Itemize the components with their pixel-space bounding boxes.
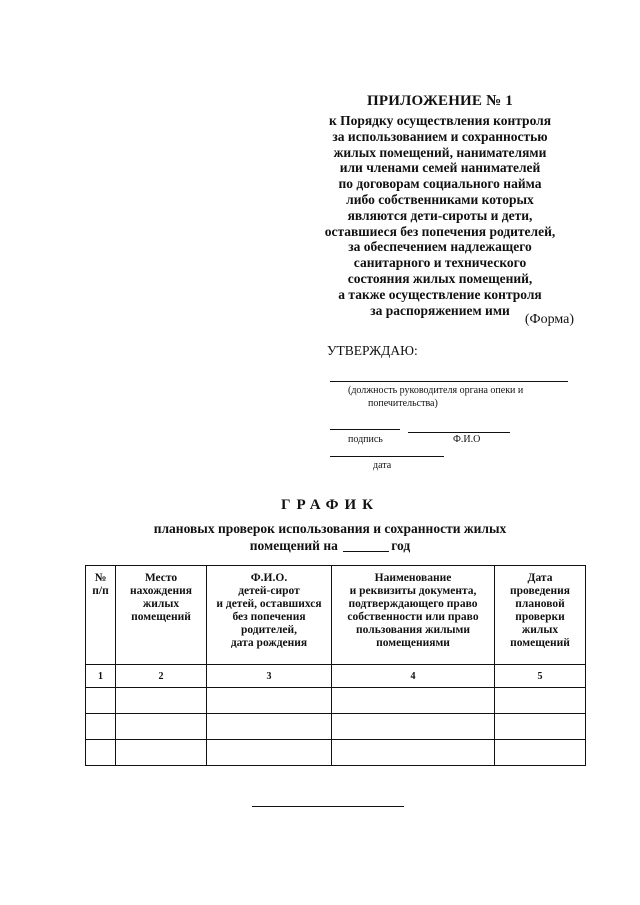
column-header: Наименование и реквизиты документа, подтверждающего право собственности или право пользования жилыми помещениями	[332, 566, 495, 665]
schedule-subtitle: плановых проверок использования и сохранности жилых	[153, 521, 507, 536]
appendix-line: либо собственниками которых	[346, 191, 534, 207]
appendix-line: состояния жилых помещений,	[347, 270, 533, 286]
table-header-row	[86, 566, 586, 665]
appendix-line: к Порядку осуществления контроля	[328, 113, 552, 128]
appendix-line: по договорам социального найма	[338, 176, 542, 192]
table-cell	[495, 740, 586, 766]
table-cell	[116, 688, 207, 714]
date-line	[330, 456, 444, 457]
table-cell	[207, 688, 332, 714]
table-cell	[495, 714, 586, 740]
year-prefix: помещений на	[249, 538, 338, 553]
signature-caption: подпись	[348, 434, 383, 445]
table-cell	[207, 740, 332, 766]
table-row	[86, 714, 586, 740]
appendix-line: жилых помещений, нанимателями	[333, 144, 547, 160]
schedule-heading	[90, 497, 570, 554]
appendix-line: оставшиеся без попечения родителей,	[324, 223, 556, 239]
position-caption: (должность руководителя органа опеки и	[348, 385, 524, 396]
table-row	[86, 740, 586, 766]
table-cell	[332, 740, 495, 766]
column-number-row	[86, 665, 586, 688]
appendix-line: за распоряжением ими	[370, 302, 510, 318]
year-suffix: год	[391, 538, 411, 553]
column-number: 3	[207, 665, 332, 688]
column-header: № п/п	[86, 566, 116, 665]
year-blank	[343, 538, 389, 552]
name-caption: Ф.И.О	[453, 434, 481, 445]
column-number: 1	[86, 665, 116, 688]
appendix-line: санитарного и технического	[353, 255, 527, 271]
table-cell	[86, 740, 116, 766]
column-number: 2	[116, 665, 207, 688]
appendix-line: за использованием и сохранностью	[332, 128, 548, 144]
column-number: 5	[495, 665, 586, 688]
appendix-title: ПРИЛОЖЕНИЕ № 1	[366, 93, 514, 109]
table-cell	[116, 740, 207, 766]
schedule-title: ГРАФИК	[280, 497, 380, 513]
table-cell	[332, 714, 495, 740]
column-header: Место нахождения жилых помещений	[116, 566, 207, 665]
appendix-block	[300, 93, 580, 318]
table-cell	[207, 714, 332, 740]
position-line	[330, 381, 568, 382]
appendix-line: за обеспечением надлежащего	[348, 239, 532, 255]
position-caption: попечительства)	[368, 398, 438, 409]
signature-line	[330, 429, 400, 430]
column-header: Дата проведения плановой проверки жилых помещений	[495, 566, 586, 665]
form-label: (Форма)	[524, 312, 574, 327]
table-row	[86, 688, 586, 714]
table-cell	[495, 688, 586, 714]
appendix-line: являются дети-сироты и дети,	[347, 207, 533, 223]
table-cell	[116, 714, 207, 740]
schedule-table	[85, 565, 586, 766]
appendix-line: а также осуществление контроля	[338, 286, 542, 302]
table-cell	[86, 688, 116, 714]
table-cell	[86, 714, 116, 740]
appendix-line: или членами семей нанимателей	[339, 160, 541, 176]
column-number: 4	[332, 665, 495, 688]
schedule-subtitle-year	[90, 537, 570, 554]
approval-label: УТВЕРЖДАЮ:	[327, 343, 418, 358]
table-cell	[332, 688, 495, 714]
closing-line	[252, 806, 404, 807]
name-line	[408, 432, 510, 433]
date-caption: дата	[373, 460, 392, 471]
column-header: Ф.И.О. детей-сирот и детей, оставшихся без попечения родителей, дата рождения	[207, 566, 332, 665]
